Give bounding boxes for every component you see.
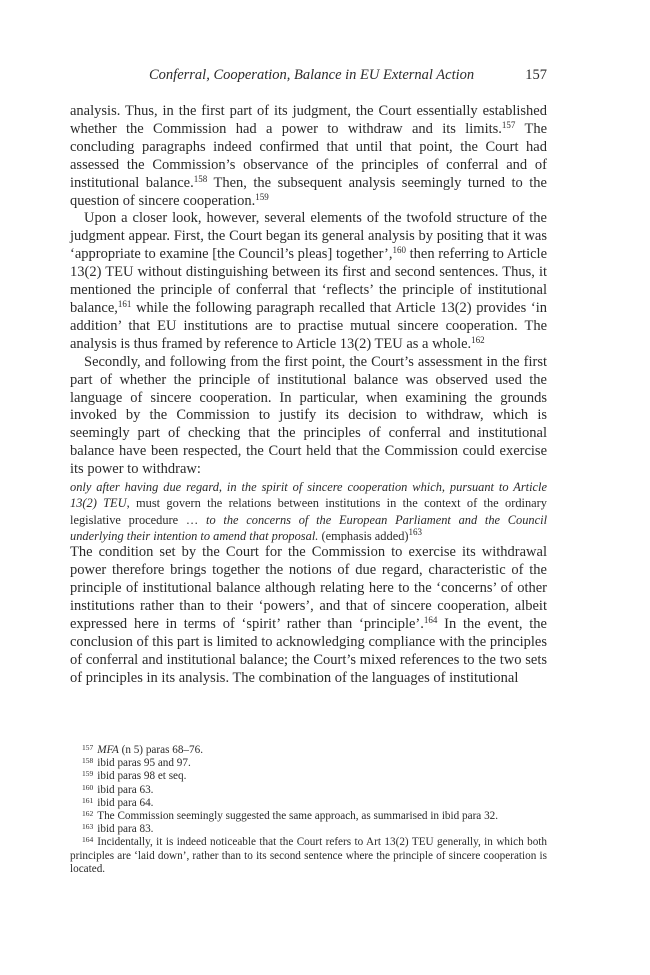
- footnote-number: 161: [82, 795, 94, 805]
- footnote-number: 159: [82, 769, 94, 779]
- footnote: $^{161}$ ibid para 64.: [82, 795, 154, 809]
- paragraph-3: Secondly, and following from the first point, the Court’s assessment in the first part of whether the principle of institutional balance was observed used the language of sincere cooperation. In particular, when examining the grounds invoked by the Commission to justify its decision to withdraw, which is seemingly part of checking that the principles of conferral and institutional balance have been respected, the Court held that the Commission could exercise its power to withdraw:: [70, 353, 547, 478]
- footnote-ref[interactable]: 157: [501, 119, 516, 130]
- footnote-ref[interactable]: 160: [392, 245, 406, 256]
- footnotes: [70, 744, 547, 876]
- footnote: $^{157}$ MFA (n 5) paras 68–76.: [82, 743, 203, 756]
- footnote-ref[interactable]: 159: [255, 191, 269, 202]
- footnote: $^{158}$ ibid paras 95 and 97.: [82, 756, 191, 770]
- footnote-ref[interactable]: 164: [423, 614, 438, 625]
- paragraph-1: analysis. Thus, in the first part of its judgment, the Court essentially established whether the Commission had a power to withdraw and its limits.$^{157}$ The concluding paragraphs indeed confirmed that until that point, the Court had assessed the Commission’s observance of the principles of conferral and of institutional balance.$^{158}$ Then, the subsequent analysis seemingly turned to the question of sincere cooperation.$^{159}$: [70, 103, 548, 209]
- page-number: 157: [525, 67, 547, 83]
- footnote-ref[interactable]: 161: [117, 298, 132, 309]
- main-text: [70, 103, 547, 687]
- footnote-ref[interactable]: 162: [471, 334, 485, 345]
- footnote-number: 164: [82, 835, 94, 845]
- footnote: $^{159}$ ibid paras 98 et seq.: [82, 769, 187, 783]
- footnote-ref[interactable]: 163: [408, 526, 423, 537]
- footnote-number: 160: [82, 782, 94, 792]
- block-quote: only after having due regard, in the spirit of sincere cooperation which, pursuant to Article 13(2) TEU, must govern the relations between institutions in the context of the ordinary legislative procedure … to the concerns of the European Parliament and the Council underlying their intention to amend that proposal. (emphasis added)$^{163}$: [70, 480, 548, 543]
- footnote: $^{164}$ Incidentally, it is indeed noticeable that the Court refers to Art 13(2) TEU generally, in which both principles are ‘laid down’, rather than to its second sentence where the principle of sincere cooperation is located.: [70, 835, 547, 875]
- running-header: [70, 64, 547, 86]
- footnote-ref[interactable]: 158: [193, 173, 208, 184]
- paragraph-4: The condition set by the Court for the Commission to exercise its withdrawal power therefore brings together the notions of due regard, characteristic of the principle of institutional balance although relating here to the ‘concerns’ of other institutions rather than to their ‘powers’, and that of sincere cooperation, albeit expressed here in terms of ‘spirit’ rather than ‘principle’.$^{164}$ In the event, the conclusion of this part is limited to acknowledging compliance with the principles of conferral and institutional balance; the Court’s mixed references to the two sets of principles in its analysis. The combination of the languages of institutional: [70, 544, 547, 686]
- footnote: $^{163}$ ibid para 83.: [82, 822, 154, 836]
- footnote: $^{162}$ The Commission seemingly suggested the same approach, as summarised in ibid para 32.: [82, 809, 499, 823]
- paragraph-2: Upon a closer look, however, several elements of the twofold structure of the judgment appear. First, the Court began its general analysis by positing that it was ‘appropriate to examine [the Council’s pleas] together’,$^{160}$ then referring to Article 13(2) TEU without distinguishing between its first and second sentences. Thus, it mentioned the principle of conferral that ‘reflects’ the principle of institutional balance,$^{161}$ while the following paragraph recalled that Article 13(2) provides ‘in addition’ that EU institutions are to practise mutual sincere cooperation. The analysis is thus framed by reference to Article 13(2) TEU as a whole.$^{162}$: [70, 210, 547, 352]
- footnote: $^{160}$ ibid para 63.: [82, 782, 154, 796]
- footnote-number: 163: [82, 822, 94, 832]
- footnote-number: 158: [82, 756, 94, 766]
- running-title: Conferral, Cooperation, Balance in EU External Action: [149, 67, 475, 83]
- footnote-number: 162: [82, 809, 94, 819]
- footnote-number: 157: [82, 743, 94, 752]
